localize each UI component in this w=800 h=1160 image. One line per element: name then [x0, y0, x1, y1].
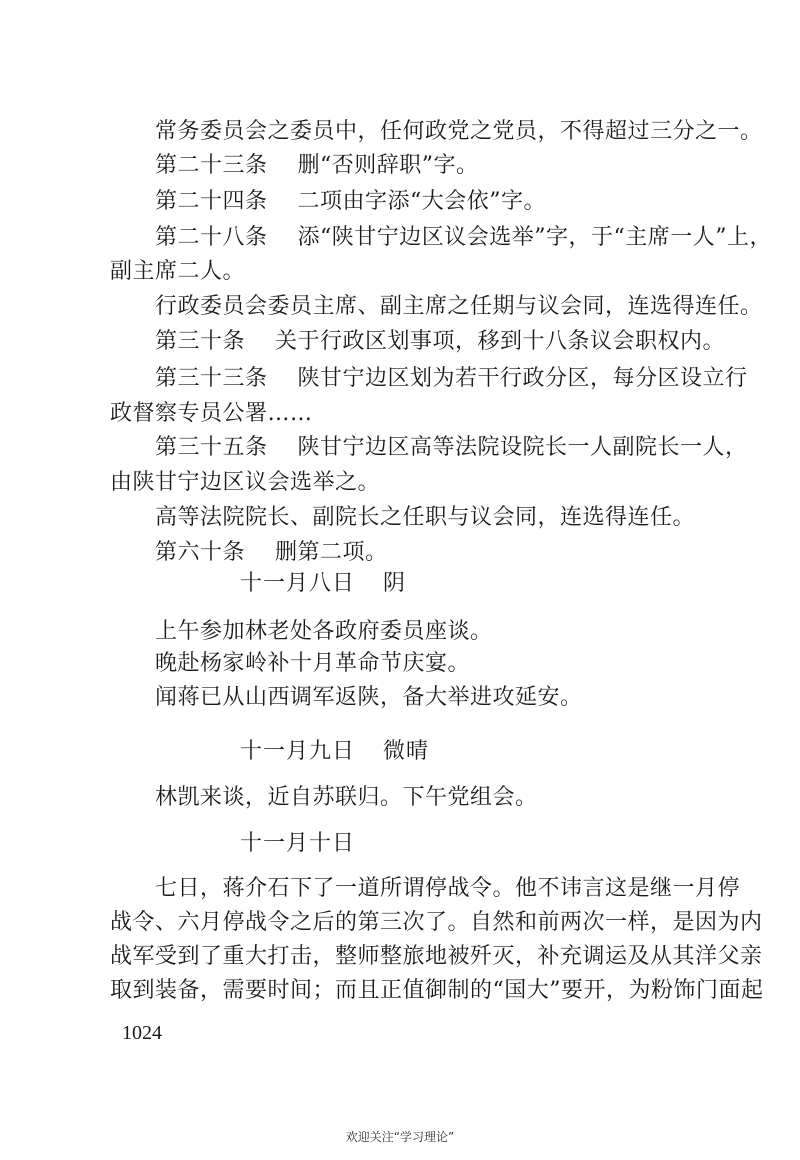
text-line: 副主席二人。 [110, 259, 246, 284]
entry-date: 十一月八日 [240, 571, 356, 596]
entry-line: 晚赴杨家岭补十月革命节庆宴。 [155, 651, 471, 676]
article-label: 第二十四条 [155, 189, 268, 214]
entry-heading [240, 570, 406, 598]
entry-line: 七日，蒋介石下了一道所谓停战令。他不讳言这是继一月停 [155, 876, 741, 901]
article-label: 第三十五条 [155, 435, 268, 460]
page-number: 1024 [122, 1022, 162, 1044]
text-line: 政督察专员公署…… [110, 401, 313, 426]
footer-note: 欢迎关注“学习理论” [345, 1130, 455, 1144]
article-line: 第二十三条 删“否则辞职”字。 [155, 153, 479, 178]
text-line: 行政委员会委员主席、副主席之任期与议会同，连选得连任。 [155, 294, 763, 319]
entry-line: 战令、六月停战令之后的第三次了。自然和前两次一样，是因为内 [110, 910, 763, 935]
entry-heading [240, 830, 355, 858]
article-line: 第二十八条 添“陕甘宁边区议会选举”字，于“主席一人”上， [155, 225, 773, 250]
article-line: 第三十三条 陕甘宁边区划为若干行政分区，每分区设立行 [155, 366, 748, 391]
article-label: 第二十三条 [155, 153, 268, 178]
text-line: 常务委员会之委员中，任何政党之党员，不得超过三分之一。 [155, 119, 763, 144]
article-label: 第三十三条 [155, 366, 268, 391]
article-line: 第六十条 删第二项。 [155, 540, 388, 565]
entry-date: 十一月九日 [240, 739, 356, 764]
article-label: 第六十条 [155, 540, 246, 565]
entry-weather: 阴 [383, 571, 407, 596]
entry-line: 林凯来谈，近自苏联归。下午党组会。 [155, 785, 538, 810]
article-line: 第二十四条 二项由字添“大会依”字。 [155, 189, 547, 214]
entry-date: 十一月十日 [240, 831, 356, 856]
article-line: 第三十条 关于行政区划事项，移到十八条议会职权内。 [155, 329, 726, 354]
article-label: 第二十八条 [155, 225, 268, 250]
article-label: 第三十条 [155, 329, 246, 354]
entry-line: 闻蒋已从山西调军返陕，备大举进攻延安。 [155, 685, 583, 710]
text-line: 由陕甘宁边区议会选举之。 [110, 470, 381, 495]
entry-line: 上午参加林老处各政府委员座谈。 [155, 619, 493, 644]
text-line: 高等法院院长、副院长之任职与议会同，连选得连任。 [155, 505, 696, 530]
entry-line: 取到装备，需要时间；而且正值御制的“国大”要开，为粉饰门面起 [110, 978, 764, 1003]
entry-weather: 微晴 [383, 739, 430, 764]
entry-line: 战军受到了重大打击，整师整旅地被歼灭，补充调运及从其洋父亲 [110, 944, 763, 969]
article-line: 第三十五条 陕甘宁边区高等法院设院长一人副院长一人， [155, 435, 748, 460]
entry-heading [240, 738, 429, 766]
